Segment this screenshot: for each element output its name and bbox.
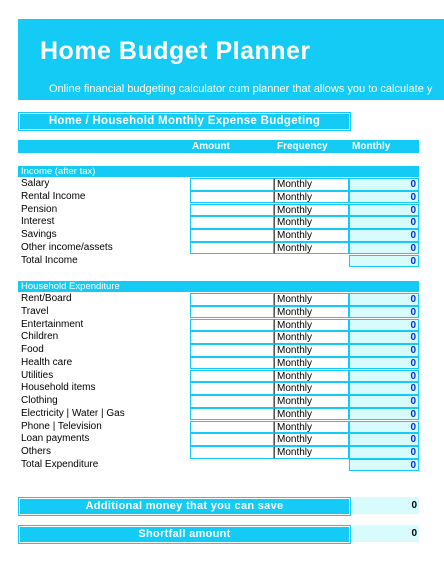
app-subtitle: Online financial budgeting calculator cum planner that allows you to calculate y: [49, 83, 433, 95]
monthly-value: 0: [349, 242, 419, 255]
frequency-select[interactable]: Monthly: [274, 433, 349, 446]
frequency-select[interactable]: Monthly: [274, 382, 349, 395]
shortfall-bar: [18, 525, 351, 544]
section-title-bar: [18, 112, 351, 131]
amount-input[interactable]: [190, 331, 274, 344]
monthly-value: 0: [349, 178, 419, 191]
table-row: [18, 395, 419, 408]
table-row: [18, 191, 419, 204]
table-row: [18, 216, 419, 229]
column-header-bar: [18, 140, 419, 153]
row-label: Salary: [21, 178, 50, 189]
monthly-value: 0: [349, 293, 419, 306]
table-row: [18, 178, 419, 191]
monthly-value: 0: [349, 382, 419, 395]
table-row: [18, 446, 419, 459]
amount-input[interactable]: [190, 395, 274, 408]
monthly-value: 0: [349, 421, 419, 434]
frequency-select[interactable]: Monthly: [274, 229, 349, 242]
row-label: Pension: [21, 203, 58, 215]
table-row: [18, 382, 419, 395]
table-row: [18, 433, 419, 446]
row-label: Electricity | Water | Gas: [21, 407, 125, 419]
amount-input[interactable]: [190, 319, 274, 332]
total-label: Total Expenditure: [21, 458, 99, 470]
row-label: Phone | Television: [21, 420, 102, 432]
monthly-value: 0: [349, 191, 419, 204]
amount-input[interactable]: [190, 216, 274, 229]
row-label: Food: [21, 344, 44, 355]
monthly-value: 0: [349, 370, 419, 383]
monthly-value: 0: [349, 408, 419, 421]
monthly-value: 0: [349, 433, 419, 446]
total-row: [18, 255, 419, 268]
row-label: Rent/Board: [21, 293, 72, 304]
frequency-select[interactable]: Monthly: [274, 331, 349, 344]
row-label: Clothing: [21, 395, 58, 406]
section-title: Home / Household Monthly Expense Budgeting: [48, 115, 321, 127]
row-label: Children: [21, 331, 59, 343]
header-banner: [18, 19, 444, 100]
table-row: [18, 370, 419, 383]
row-label: Others: [21, 446, 52, 457]
table-row: [18, 421, 419, 434]
monthly-value: 0: [349, 446, 419, 459]
amount-input[interactable]: [190, 306, 274, 319]
table-row: [18, 357, 419, 370]
shortfall-value: 0: [352, 525, 419, 542]
frequency-select[interactable]: Monthly: [274, 357, 349, 370]
monthly-column-header: Monthly: [352, 141, 391, 152]
row-label: Travel: [21, 305, 49, 317]
monthly-value: 0: [349, 357, 419, 370]
monthly-value: 0: [349, 306, 419, 319]
row-label: Loan payments: [21, 433, 90, 445]
income-group-header: [18, 166, 419, 177]
frequency-select[interactable]: Monthly: [274, 446, 349, 459]
frequency-select[interactable]: Monthly: [274, 408, 349, 421]
table-row: [18, 306, 419, 319]
monthly-value: 0: [349, 216, 419, 229]
row-label: Entertainment: [21, 318, 84, 330]
savings-bar: [18, 497, 351, 516]
total-value: 0: [349, 459, 419, 472]
amount-input[interactable]: [190, 421, 274, 434]
frequency-select[interactable]: Monthly: [274, 319, 349, 332]
row-label: Other income/assets: [21, 241, 113, 253]
amount-column-header: Amount: [192, 141, 230, 152]
expenditure-group-header: [18, 281, 419, 292]
total-row: [18, 459, 419, 472]
frequency-select[interactable]: Monthly: [274, 395, 349, 408]
table-row: [18, 344, 419, 357]
amount-input[interactable]: [190, 357, 274, 370]
monthly-value: 0: [349, 331, 419, 344]
frequency-select[interactable]: Monthly: [274, 216, 349, 229]
table-row: [18, 293, 419, 306]
amount-input[interactable]: [190, 370, 274, 383]
table-row: [18, 204, 419, 217]
frequency-select[interactable]: Monthly: [274, 242, 349, 255]
amount-input[interactable]: [190, 229, 274, 242]
frequency-select[interactable]: Monthly: [274, 191, 349, 204]
table-row: [18, 242, 419, 255]
table-row: [18, 408, 419, 421]
row-label: Household items: [21, 382, 96, 394]
amount-input[interactable]: [190, 446, 274, 459]
row-label: Savings: [21, 229, 57, 240]
amount-input[interactable]: [190, 191, 274, 204]
amount-input[interactable]: [190, 293, 274, 306]
income-group-title: Income (after tax): [21, 166, 96, 177]
table-row: [18, 319, 419, 332]
frequency-select[interactable]: Monthly: [274, 421, 349, 434]
app-title: Home Budget Planner: [40, 37, 311, 65]
amount-input[interactable]: [190, 204, 274, 217]
monthly-value: 0: [349, 319, 419, 332]
expenditure-group-title: Household Expenditure: [21, 281, 120, 292]
row-label: Health care: [21, 356, 73, 368]
frequency-select[interactable]: Monthly: [274, 178, 349, 191]
amount-input[interactable]: [190, 344, 274, 357]
frequency-select[interactable]: Monthly: [274, 344, 349, 357]
table-row: [18, 229, 419, 242]
row-label: Utilities: [21, 369, 54, 381]
row-label: Rental Income: [21, 190, 86, 202]
amount-input[interactable]: [190, 178, 274, 191]
row-label: Interest: [21, 216, 55, 228]
total-label: Total Income: [21, 254, 78, 266]
monthly-value: 0: [349, 229, 419, 242]
savings-label: Additional money that you can save: [85, 500, 284, 512]
amount-input[interactable]: [190, 433, 274, 446]
monthly-value: 0: [349, 204, 419, 217]
table-row: [18, 331, 419, 344]
total-value: 0: [349, 255, 419, 268]
amount-input[interactable]: [190, 382, 274, 395]
frequency-select[interactable]: Monthly: [274, 293, 349, 306]
monthly-value: 0: [349, 344, 419, 357]
frequency-select[interactable]: Monthly: [274, 306, 349, 319]
shortfall-label: Shortfall amount: [138, 528, 231, 540]
frequency-column-header: Frequency: [277, 141, 328, 152]
frequency-select[interactable]: Monthly: [274, 204, 349, 217]
amount-input[interactable]: [190, 242, 274, 255]
savings-value: 0: [352, 497, 419, 514]
frequency-select[interactable]: Monthly: [274, 370, 349, 383]
monthly-value: 0: [349, 395, 419, 408]
amount-input[interactable]: [190, 408, 274, 421]
